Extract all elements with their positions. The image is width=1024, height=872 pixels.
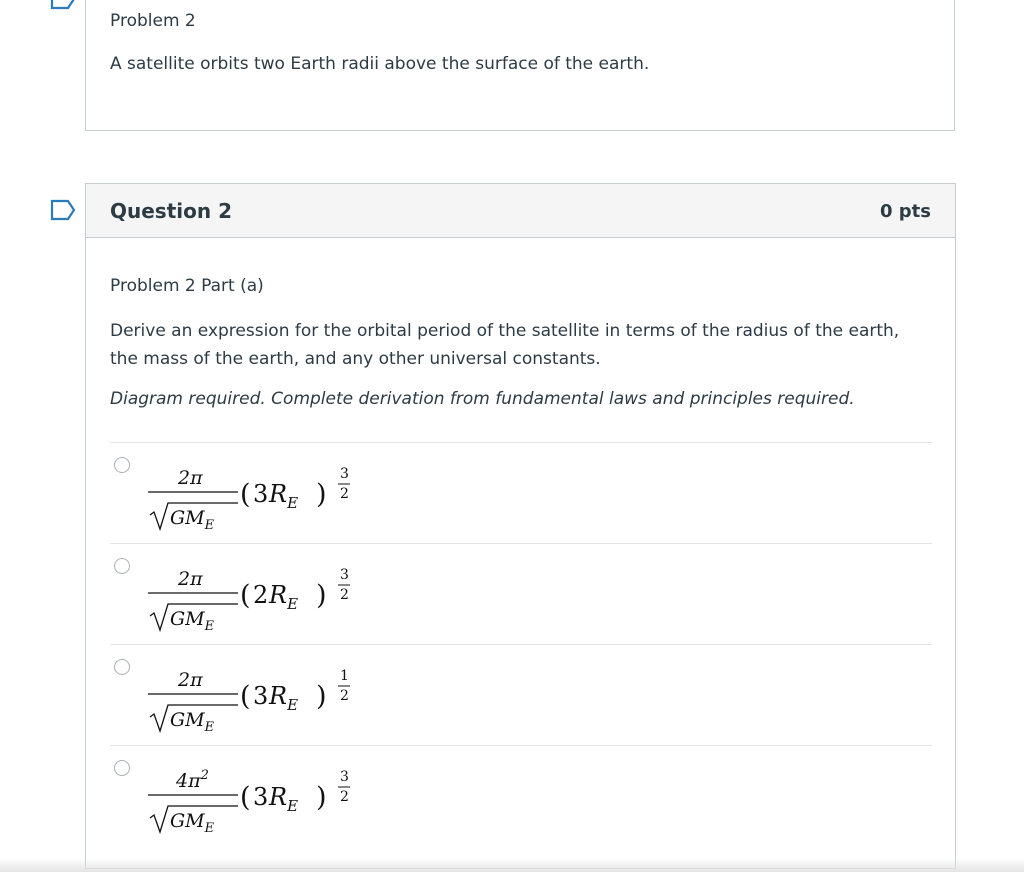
- formula-numerator: $4\pi^2$: [176, 768, 209, 792]
- question-title: Question 2: [110, 199, 232, 223]
- question-header: [86, 184, 955, 238]
- answer-formula-2: [140, 552, 360, 642]
- formula-radius: $R_E$: [269, 480, 299, 512]
- formula-paren-close: ): [316, 479, 327, 510]
- formula-paren-open: (: [240, 782, 251, 813]
- formula-denominator: $GM_E$: [170, 507, 215, 533]
- formula-paren-open: (: [240, 681, 251, 712]
- formula-exp-num: 3: [340, 466, 349, 482]
- formula-paren-close: ): [316, 782, 327, 813]
- formula-paren-open: (: [240, 479, 251, 510]
- bottom-shadow: [0, 858, 1024, 872]
- formula-exp-den: 2: [340, 789, 349, 805]
- formula-exp-num: 3: [340, 769, 349, 785]
- formula-numerator: 2π: [178, 669, 203, 691]
- answer-option-2[interactable]: [110, 543, 932, 645]
- question-card: [85, 183, 956, 869]
- question-note: Diagram required. Complete derivation from fundamental laws and principles required.: [110, 389, 855, 409]
- problem-title: Problem 2: [110, 11, 196, 31]
- answer-radio-2[interactable]: [114, 558, 130, 574]
- formula-exp-den: 2: [340, 587, 349, 603]
- formula-numerator: 2π: [178, 467, 203, 489]
- formula-factor: 3: [253, 682, 269, 710]
- answer-formula-3: [140, 653, 360, 743]
- formula-paren-close: ): [316, 681, 327, 712]
- formula-factor: 3: [253, 480, 269, 508]
- formula-radius: $R_E$: [269, 783, 299, 815]
- formula-denominator: $GM_E$: [170, 810, 215, 836]
- question-points: 0 pts: [880, 201, 931, 222]
- answer-radio-1[interactable]: [114, 457, 130, 473]
- question-text: Derive an expression for the orbital period of the satellite in terms of the radius of the earth, the mass of the earth, and any other universal constants.: [110, 321, 900, 369]
- formula-exp-den: 2: [340, 688, 349, 704]
- answer-option-1[interactable]: [110, 442, 932, 544]
- problem-text: A satellite orbits two Earth radii above the surface of the earth.: [110, 54, 650, 74]
- answer-option-4[interactable]: [110, 745, 932, 847]
- question-part: Problem 2 Part (a): [110, 276, 264, 296]
- answer-formula-4: [140, 754, 360, 844]
- answer-formula-1: [140, 451, 360, 541]
- formula-exp-num: 1: [340, 668, 349, 684]
- formula-exp-den: 2: [340, 486, 349, 502]
- formula-numerator: 2π: [178, 568, 203, 590]
- formula-radius: $R_E$: [269, 682, 299, 714]
- formula-factor: 3: [253, 783, 269, 811]
- formula-radius: $R_E$: [269, 581, 299, 613]
- bookmark-flag-icon[interactable]: [50, 0, 76, 10]
- answer-radio-3[interactable]: [114, 659, 130, 675]
- formula-exp-num: 3: [340, 567, 349, 583]
- answer-radio-4[interactable]: [114, 760, 130, 776]
- formula-paren-open: (: [240, 580, 251, 611]
- formula-paren-close: ): [316, 580, 327, 611]
- problem-card: [85, 0, 955, 131]
- answer-option-3[interactable]: [110, 644, 932, 746]
- formula-denominator: $GM_E$: [170, 709, 215, 735]
- formula-factor: 2: [253, 581, 269, 609]
- formula-denominator: $GM_E$: [170, 608, 215, 634]
- bookmark-flag-icon[interactable]: [50, 199, 76, 221]
